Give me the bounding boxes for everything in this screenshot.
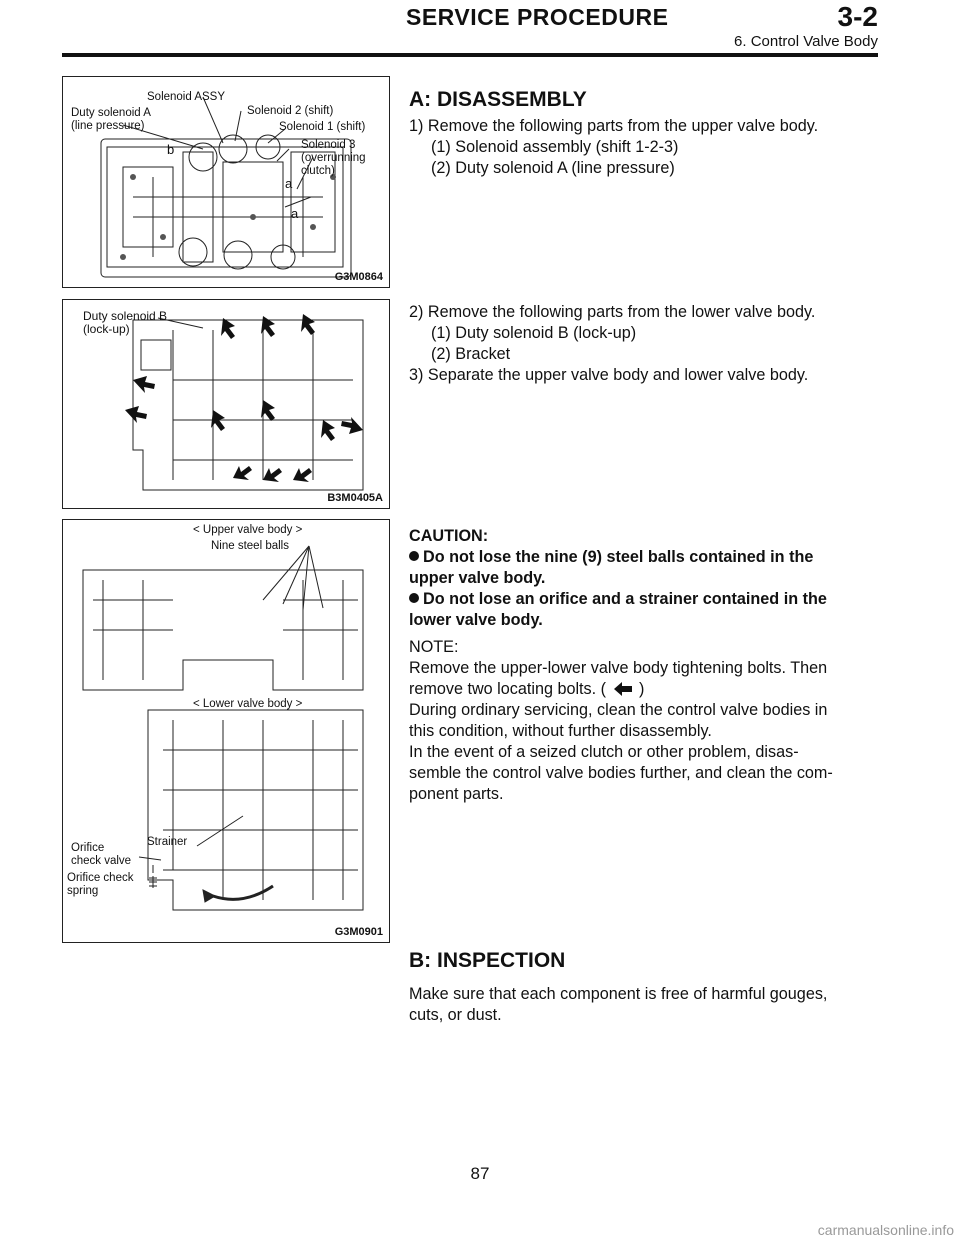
caution-1b: upper valve body. [409, 569, 546, 587]
label-orifice: Orifice [71, 842, 105, 854]
caution-2a: Do not lose an orifice and a strainer contained in the [423, 590, 827, 608]
step-3: 3) Separate the upper valve body and lower valve body. [409, 366, 809, 384]
label-overrunning: (overrunning [301, 152, 366, 164]
figure-upper-lower-valve-body [62, 519, 390, 943]
heading-disassembly: A: DISASSEMBLY [409, 88, 587, 111]
caution-note-block [409, 526, 879, 805]
caution-2b: lower valve body. [409, 611, 543, 629]
note-1b: remove two locating bolts. ( [409, 680, 607, 698]
heading-inspection: B: INSPECTION [409, 949, 566, 972]
label-a-1: a [285, 176, 293, 191]
step-2-2: (2) Bracket [431, 345, 511, 363]
step-2: 2) Remove the following parts from the lower valve body. [409, 303, 816, 321]
label-solenoid-2: Solenoid 2 (shift) [247, 105, 334, 117]
figure-code: B3M0405A [327, 492, 383, 504]
label-check-valve: check valve [71, 855, 132, 867]
section-a-heading [409, 87, 879, 113]
locating-bolt-arrow-icon [613, 681, 633, 697]
label-upper-valve-body: < Upper valve body > [193, 524, 303, 536]
caution-title: CAUTION: [409, 527, 489, 545]
step-1-1: (1) Solenoid assembly (shift 1-2-3) [431, 138, 679, 156]
bullet-icon [409, 593, 419, 603]
step-2-block [409, 302, 879, 386]
header-rule [62, 53, 878, 57]
figure-solenoid-assy [62, 76, 390, 288]
label-solenoid-assy: Solenoid ASSY [147, 91, 226, 103]
label-clutch: clutch) [301, 165, 335, 177]
label-lock-up: (lock-up) [83, 322, 130, 336]
label-a-2: a [291, 206, 299, 221]
label-strainer: Strainer [147, 836, 188, 848]
page-number: 87 [470, 1164, 490, 1183]
section-number: 3-2 [837, 1, 878, 32]
note-3b: semble the control valve bodies further, and clean the com- [409, 764, 833, 782]
inspection-text-b: cuts, or dust. [409, 1006, 502, 1024]
step-1: 1) Remove the following parts from the upper valve body. [409, 117, 819, 135]
note-3c: ponent parts. [409, 785, 504, 803]
label-duty-solenoid-a: Duty solenoid A [71, 107, 151, 119]
label-nine-steel-balls: Nine steel balls [211, 540, 289, 552]
note-2a: During ordinary servicing, clean the control valve bodies in [409, 701, 828, 719]
note-2b: this condition, without further disassembly. [409, 722, 712, 740]
label-lower-valve-body: < Lower valve body > [193, 698, 303, 710]
label-duty-solenoid-b: Duty solenoid B [83, 309, 168, 323]
figure-lower-valve-body [62, 299, 390, 509]
bullet-icon [409, 551, 419, 561]
label-orifice-check: Orifice check [67, 872, 134, 884]
page-header [62, 0, 878, 58]
label-solenoid-3: Solenoid 3 [301, 139, 356, 151]
figure-code: G3M0901 [334, 926, 383, 938]
note-3a: In the event of a seized clutch or other problem, disas- [409, 743, 799, 761]
label-b: b [167, 142, 175, 157]
section-b-block [409, 948, 879, 1026]
figure-code: G3M0864 [334, 271, 383, 283]
header-subtitle: 6. Control Valve Body [734, 33, 878, 50]
step-2-1: (1) Duty solenoid B (lock-up) [431, 324, 637, 342]
step-1-2: (2) Duty solenoid A (line pressure) [431, 159, 675, 177]
label-solenoid-1: Solenoid 1 (shift) [279, 121, 366, 133]
note-1c: ) [639, 680, 645, 698]
inspection-text-a: Make sure that each component is free of harmful gouges, [409, 985, 828, 1003]
step-1-block [409, 116, 879, 179]
watermark: carmanualsonline.info [817, 1222, 954, 1238]
note-title: NOTE: [409, 638, 459, 656]
label-line-pressure: (line pressure) [71, 120, 145, 132]
label-spring: spring [67, 885, 99, 897]
caution-1a: Do not lose the nine (9) steel balls contained in the [423, 548, 814, 566]
header-title: SERVICE PROCEDURE [406, 4, 669, 30]
note-1a: Remove the upper-lower valve body tightening bolts. Then [409, 659, 828, 677]
